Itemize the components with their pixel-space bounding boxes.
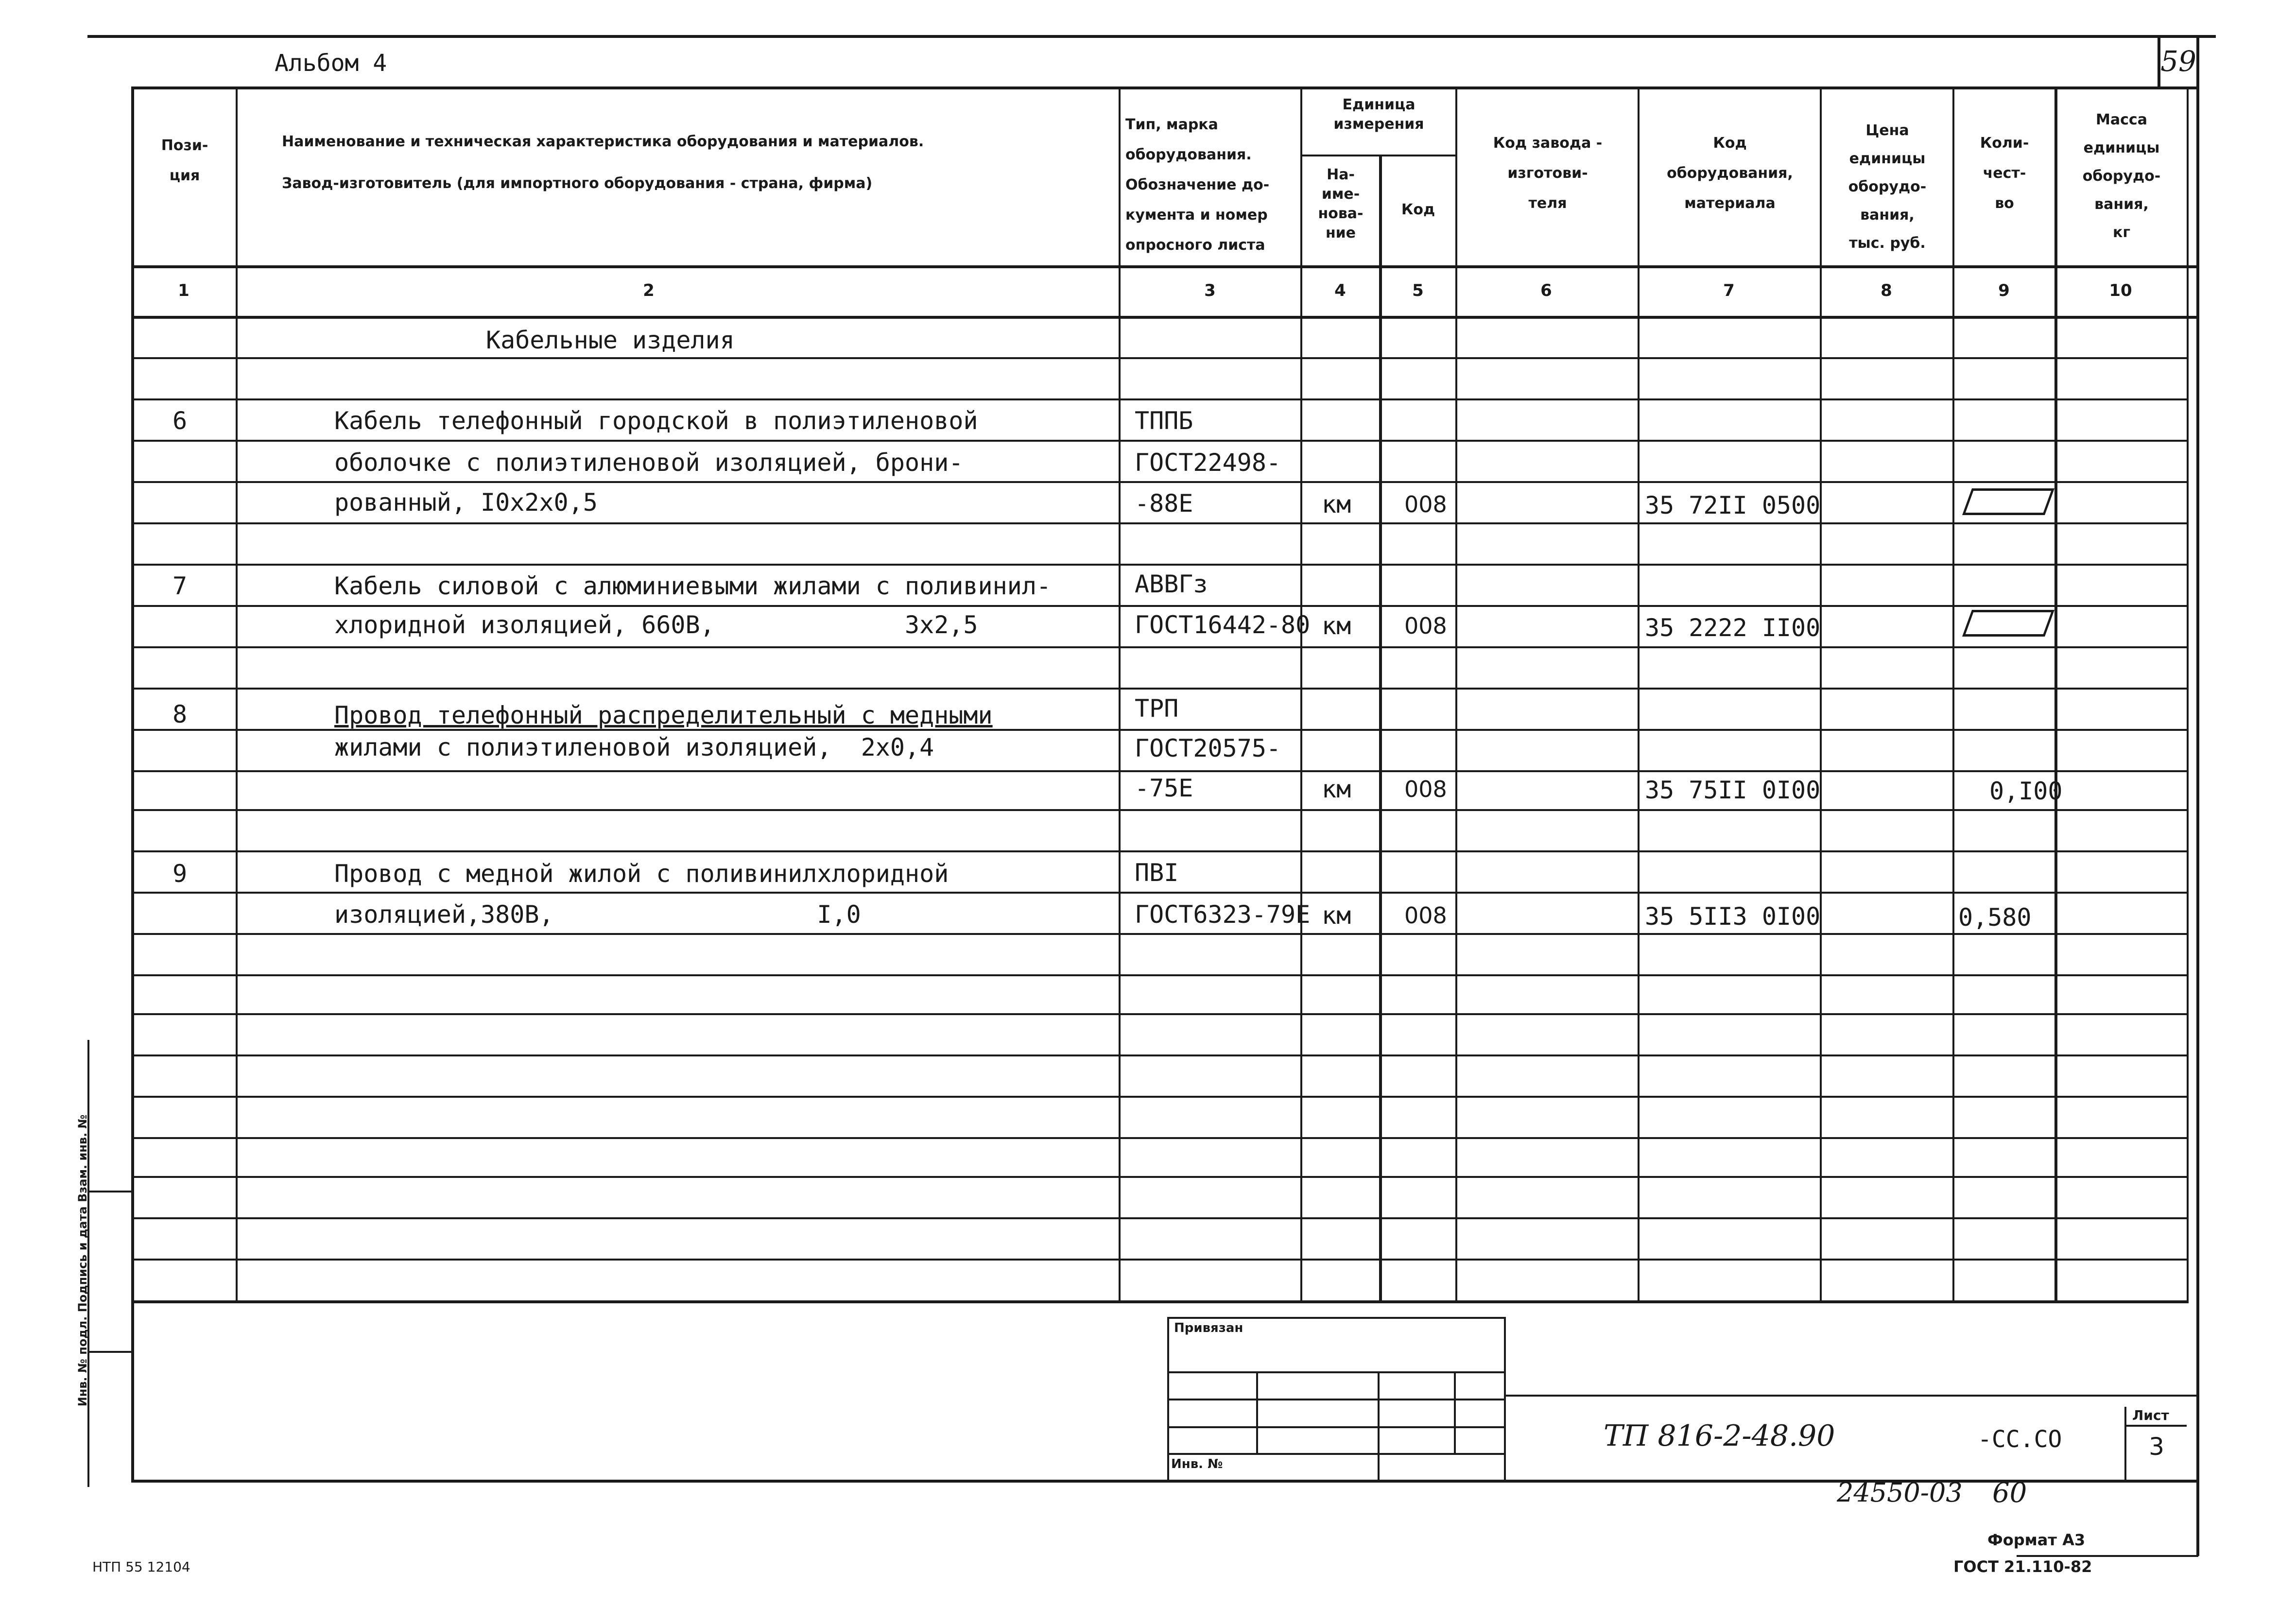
colnum-10: 10: [2109, 281, 2132, 300]
row-line: [131, 564, 2189, 566]
item-material-code: 35 2222 II00: [1645, 614, 1821, 642]
privyazan-label: Привязан: [1174, 1321, 1243, 1335]
priv-left: [1167, 1317, 1169, 1480]
unit-group-divider: [1300, 155, 1455, 156]
col-line-2: [1119, 86, 1121, 1301]
col-line-6: [1638, 86, 1640, 1301]
colnum-5: 5: [1412, 281, 1424, 300]
row-line: [131, 809, 2189, 811]
col-line-1: [236, 86, 238, 1301]
archive-page: 60: [1992, 1477, 2027, 1509]
item-type: ТРП: [1135, 694, 1179, 723]
item-name-line: Провод телефонный распределительный с медными: [334, 701, 993, 729]
table-body-bottom: [131, 1300, 2189, 1303]
row-line: [131, 933, 2189, 935]
side-stamp-divider: [87, 1351, 132, 1353]
row-line: [131, 850, 2189, 852]
item-quantity: 0,580: [1958, 903, 2032, 932]
item-type: ТППБ: [1135, 407, 1193, 435]
colnum-9: 9: [1998, 281, 2010, 300]
item-quantity: 0,I00: [1989, 777, 2063, 805]
row-line: [131, 1054, 2189, 1056]
col-line-9: [2054, 86, 2057, 1301]
priv-line: [1167, 1453, 1505, 1455]
row-line: [131, 892, 2189, 894]
table-top: [131, 86, 2196, 89]
sheet-number: 3: [2149, 1433, 2164, 1461]
side-stamp-text: Инв. № подл. Подпись и дата Взам. инв. №: [76, 1114, 89, 1407]
row-line: [131, 440, 2189, 442]
item-material-code: 35 5II3 0I00: [1645, 902, 1821, 931]
col-line-7: [1820, 86, 1822, 1301]
header-name: Наименование и техническая характеристика оборудования и материалов. Завод-изготовитель (для импортного оборудования - страна, фирма): [282, 133, 924, 192]
priv-col: [1256, 1371, 1258, 1453]
item-unit: км: [1322, 490, 1351, 518]
row-line: [131, 1096, 2189, 1098]
header-bottom: [131, 265, 2196, 268]
col-line-3: [1300, 86, 1302, 1301]
row-line: [131, 770, 2189, 772]
item-position: 6: [173, 407, 188, 435]
row-line: [131, 646, 2189, 648]
priv-right: [1504, 1317, 1506, 1480]
colnum-4: 4: [1334, 281, 1346, 300]
right-border: [2196, 35, 2199, 1556]
header-factory-code: Код завода - изготови- теля: [1493, 135, 1603, 212]
row-line: [131, 481, 2189, 483]
corner-sheet-number: 59: [2160, 45, 2196, 78]
colnum-3: 3: [1204, 281, 1216, 300]
item-unit-code: 008: [1404, 613, 1447, 639]
stamp-top-right: [1504, 1395, 2196, 1397]
header-material-code: Код оборудования, материала: [1667, 135, 1793, 212]
item-name-line: рованный, I0x2x0,5: [334, 488, 598, 517]
col-line-5: [1455, 86, 1457, 1301]
document-suffix: -СС.СО: [1978, 1426, 2062, 1453]
item-type: ГОСТ20575-: [1135, 734, 1281, 762]
row-line: [131, 1176, 2189, 1178]
colnum-1: 1: [178, 281, 190, 300]
header-quantity: Коли- чест- во: [1980, 135, 2029, 212]
sheet-label: Лист: [2132, 1407, 2169, 1423]
item-type: ГОСТ22498-: [1135, 449, 1281, 477]
item-type: ПВI: [1135, 859, 1179, 887]
row-line: [131, 522, 2189, 524]
header-unit-code: Код: [1401, 201, 1435, 218]
bottom-border: [2017, 1555, 2198, 1557]
section-title: Кабельные изделия: [486, 326, 735, 354]
item-quantity-placeholder: [1967, 488, 2050, 515]
table-left: [131, 86, 134, 1481]
row-line: [131, 1259, 2189, 1261]
item-name-line: оболочке с полиэтиленовой изоляцией, брони-: [334, 449, 964, 477]
item-name-line: жилами с полиэтиленовой изоляцией, 2x0,4: [334, 733, 934, 761]
colnum-8: 8: [1881, 281, 1892, 300]
gost-label: ГОСТ 21.110-82: [1953, 1557, 2092, 1576]
priv-col: [1378, 1371, 1380, 1480]
item-name-line: Провод с медной жилой с поливинилхлоридной: [334, 860, 949, 888]
header-position: Пози- ция: [161, 137, 208, 184]
top-border: [87, 35, 2216, 38]
row-line: [131, 688, 2189, 690]
item-material-code: 35 72II 0500: [1645, 491, 1821, 519]
item-quantity-placeholder: [1967, 610, 2050, 637]
item-unit-code: 008: [1404, 491, 1447, 518]
item-unit-code: 008: [1404, 776, 1447, 802]
item-type: -88Е: [1135, 489, 1193, 518]
item-position: 7: [173, 572, 188, 600]
item-type: ГОСТ16442-80: [1135, 611, 1311, 639]
item-unit-code: 008: [1404, 902, 1447, 929]
header-price: Цена единицы оборудо- вания, тыс. руб.: [1848, 122, 1927, 252]
archive-number: 24550-03: [1837, 1477, 1963, 1508]
colnum-2: 2: [643, 281, 655, 300]
header-type: Тип, марка оборудования. Обозначение до- кумента и номер опросного листа: [1125, 116, 1270, 254]
document-code: ТП 816-2-48.90: [1604, 1419, 1835, 1453]
header-unit-name: На- име- нова- ние: [1318, 166, 1364, 242]
item-unit: км: [1322, 612, 1351, 640]
item-name-line: Кабель телефонный городской в полиэтиленовой: [334, 407, 978, 435]
item-type: ГОСТ6323-79Е: [1135, 900, 1311, 929]
row-line: [131, 974, 2189, 976]
priv-top: [1167, 1317, 1505, 1319]
item-name-line: Кабель силовой с алюминиевыми жилами с поливинил-: [334, 572, 1052, 600]
side-stamp-divider: [87, 1191, 132, 1192]
item-type: -75Е: [1135, 774, 1193, 802]
row-line: [131, 605, 2189, 607]
item-name-line: изоляцией,380В, I,0: [334, 900, 861, 929]
item-position: 8: [173, 700, 188, 728]
priv-col: [1454, 1371, 1456, 1453]
header-mass: Масса единицы оборудо- вания, кг: [2082, 111, 2161, 241]
format-label: Формат А3: [1987, 1531, 2086, 1549]
item-unit: км: [1322, 775, 1351, 803]
item-name-line: хлоридной изоляцией, 660В, 3x2,5: [334, 611, 978, 639]
stamp-sheet-divider: [2124, 1425, 2187, 1427]
item-unit: км: [1322, 901, 1351, 930]
row-line: [131, 1137, 2189, 1139]
item-material-code: 35 75II 0I00: [1645, 776, 1821, 804]
row-line: [131, 357, 2189, 359]
row-line: [131, 1217, 2189, 1219]
row-line: [131, 398, 2189, 400]
col-line-10: [2187, 86, 2189, 1301]
colnum-6: 6: [1540, 281, 1552, 300]
inv-label: Инв. №: [1171, 1457, 1223, 1471]
header-unit-group: Единица измерения: [1333, 96, 1424, 133]
col-line-4: [1379, 156, 1382, 1301]
colnum-7: 7: [1723, 281, 1735, 300]
item-type: АВВГз: [1135, 570, 1208, 598]
row-line: [131, 1013, 2189, 1015]
item-position: 9: [173, 860, 188, 888]
bottom-left-code: НТП 55 12104: [92, 1559, 190, 1575]
album-label: Альбом 4: [275, 50, 387, 77]
numbers-row-bottom: [131, 316, 2196, 319]
col-line-8: [1952, 86, 1954, 1301]
